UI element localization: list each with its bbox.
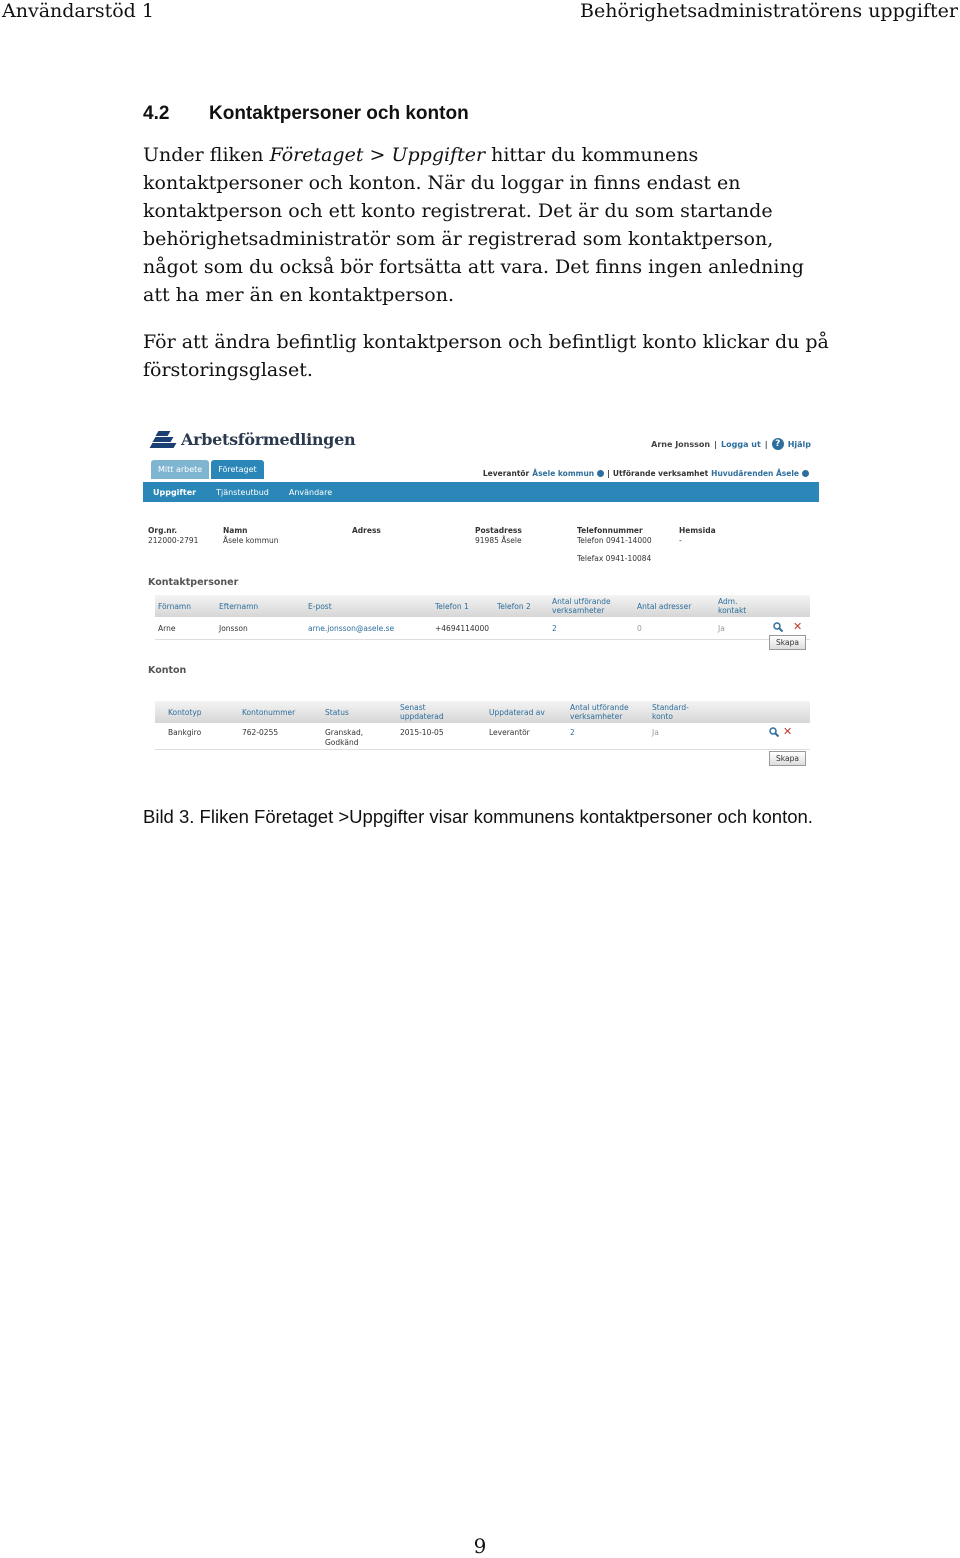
col-status[interactable]: Status xyxy=(325,708,349,717)
magnifier-icon[interactable] xyxy=(769,727,779,737)
logo-text: Arbetsförmedlingen xyxy=(181,430,356,449)
cell-senast: 2015-10-05 xyxy=(400,728,444,737)
contacts-heading: Kontaktpersoner xyxy=(148,577,239,588)
logo-mark-icon xyxy=(151,431,177,449)
cell-standard: Ja xyxy=(652,728,659,737)
tab-mitt-arbete[interactable]: Mitt arbete xyxy=(151,460,209,479)
cell-status: Granskad, xyxy=(325,728,364,737)
help-icon[interactable]: ? xyxy=(772,438,784,450)
col-antal-utf-2[interactable]: verksamheter xyxy=(570,712,623,721)
delete-icon[interactable]: ✕ xyxy=(783,725,793,738)
col-efternamn[interactable]: Efternamn xyxy=(219,602,259,611)
context-separator: | xyxy=(607,469,610,478)
org-nr: Org.nr. 212000-2791 xyxy=(148,526,199,545)
contacts-table xyxy=(155,595,810,640)
logo xyxy=(151,430,355,449)
sub-nav xyxy=(143,482,819,502)
user-name: Arne Jonsson xyxy=(651,439,711,449)
nav-tjansteutbud[interactable]: Tjänsteutbud xyxy=(216,487,269,497)
nav-anvandare[interactable]: Användare xyxy=(288,487,333,497)
context-selector xyxy=(483,469,809,478)
leverantor-value[interactable]: Åsele kommun xyxy=(532,469,595,478)
org-telefon: Telefonnummer Telefon 0941-14000 Telefax 0941-10084 xyxy=(577,526,652,563)
col-adm-2[interactable]: kontakt xyxy=(718,606,747,615)
section-title: Kontaktpersoner och konton xyxy=(209,103,469,124)
section-heading xyxy=(143,103,469,125)
utforande-value[interactable]: Huvudärenden Åsele xyxy=(711,469,799,478)
org-adress: Adress xyxy=(352,526,381,535)
main-tabs xyxy=(151,460,264,479)
tab-foretaget[interactable]: Företaget xyxy=(211,460,263,479)
para1-em-foretaget: Företaget xyxy=(269,144,364,166)
para1-em-uppgifter: Uppgifter xyxy=(391,144,486,166)
col-telefon2[interactable]: Telefon 2 xyxy=(497,602,531,611)
user-bar: Arne Jonsson | Logga ut | ? Hjälp xyxy=(651,439,811,449)
org-namn: Namn Åsele kommun xyxy=(223,526,279,545)
cell-efternamn: Jonsson xyxy=(219,624,248,633)
table-row xyxy=(155,617,810,640)
cell-telefon1: +4694114000 xyxy=(435,624,490,633)
figure-screenshot xyxy=(143,422,819,770)
para1-text: Under fliken xyxy=(143,144,270,166)
col-antal-utf[interactable]: Antal utförande xyxy=(552,597,611,606)
col-standard[interactable]: Standard- xyxy=(652,703,689,712)
accounts-table xyxy=(155,701,810,750)
cell-status-2: Godkänd xyxy=(325,738,359,747)
accounts-header xyxy=(155,701,810,723)
cell-fornamn: Arne xyxy=(158,624,176,633)
org-postadress: Postadress 91985 Åsele xyxy=(475,526,522,545)
col-senast[interactable]: Senast xyxy=(400,703,426,712)
figure-caption: Bild 3. Fliken Företaget >Uppgifter visar kommunens kontaktpersoner och konton. xyxy=(143,806,813,827)
col-antal-adresser[interactable]: Antal adresser xyxy=(637,602,692,611)
org-hemsida: Hemsida - xyxy=(679,526,716,545)
col-senast-2[interactable]: uppdaterad xyxy=(400,712,444,721)
nav-uppgifter[interactable]: Uppgifter xyxy=(153,487,197,497)
cell-epost[interactable]: arne.jonsson@asele.se xyxy=(308,624,395,633)
col-epost[interactable]: E-post xyxy=(308,602,332,611)
running-header-right: Behörighetsadministratörens uppgifter xyxy=(580,0,958,22)
running-header-left: Användarstöd 1 xyxy=(2,0,154,22)
utforande-dropdown-icon[interactable] xyxy=(802,470,809,477)
col-uppdaterad-av[interactable]: Uppdaterad av xyxy=(489,708,545,717)
contacts-header xyxy=(155,595,810,617)
cell-uppdaterad-av: Leverantör xyxy=(489,728,530,737)
col-telefon1[interactable]: Telefon 1 xyxy=(435,602,469,611)
leverantor-dropdown-icon[interactable] xyxy=(597,470,604,477)
para1-sep: > xyxy=(363,144,392,166)
cell-antal-utf[interactable]: 2 xyxy=(570,728,575,737)
logout-link[interactable]: Logga ut xyxy=(721,439,761,449)
page-number: 9 xyxy=(473,1534,487,1558)
col-antal-utf[interactable]: Antal utförande xyxy=(570,703,629,712)
cell-adm: Ja xyxy=(718,624,725,633)
paragraph-intro xyxy=(143,141,833,309)
accounts-heading: Konton xyxy=(148,665,187,676)
col-antal-utf-2[interactable]: verksamheter xyxy=(552,606,605,615)
section-number: 4.2 xyxy=(143,103,170,124)
utforande-label: Utförande verksamhet xyxy=(612,469,709,478)
cell-antal-utf[interactable]: 2 xyxy=(552,624,557,633)
paragraph-instruction: För att ändra befintlig kontaktperson och befintligt konto klickar du på förstoringsglaset. xyxy=(143,331,829,381)
col-fornamn[interactable]: Förnamn xyxy=(158,602,191,611)
col-kontotyp[interactable]: Kontotyp xyxy=(168,708,202,717)
cell-kontotyp: Bankgiro xyxy=(168,728,202,737)
help-link[interactable]: Hjälp xyxy=(787,439,811,449)
para1-rest: hittar du kommunens kontaktpersoner och konton. När du loggar in finns endast en kontaktperson och ett konto registrerat. Det är du som startande behörighetsadministratör som är registrerad som kontaktperson, något som du också bör fortsätta att vara. Det finns ingen anledning att ha mer än en kontaktperson. xyxy=(143,144,804,306)
col-standard-2[interactable]: konto xyxy=(652,712,673,721)
create-contact-button[interactable]: Skapa xyxy=(769,635,806,650)
table-row xyxy=(155,723,810,750)
cell-kontonummer: 762-0255 xyxy=(242,728,279,737)
create-account-button[interactable]: Skapa xyxy=(769,751,806,766)
col-adm[interactable]: Adm. xyxy=(718,597,738,606)
cell-antal-adresser: 0 xyxy=(637,624,642,633)
delete-icon[interactable]: ✕ xyxy=(793,620,803,633)
col-kontonummer[interactable]: Kontonummer xyxy=(242,708,296,717)
magnifier-icon[interactable] xyxy=(773,622,783,632)
leverantor-label: Leverantör xyxy=(482,469,530,478)
